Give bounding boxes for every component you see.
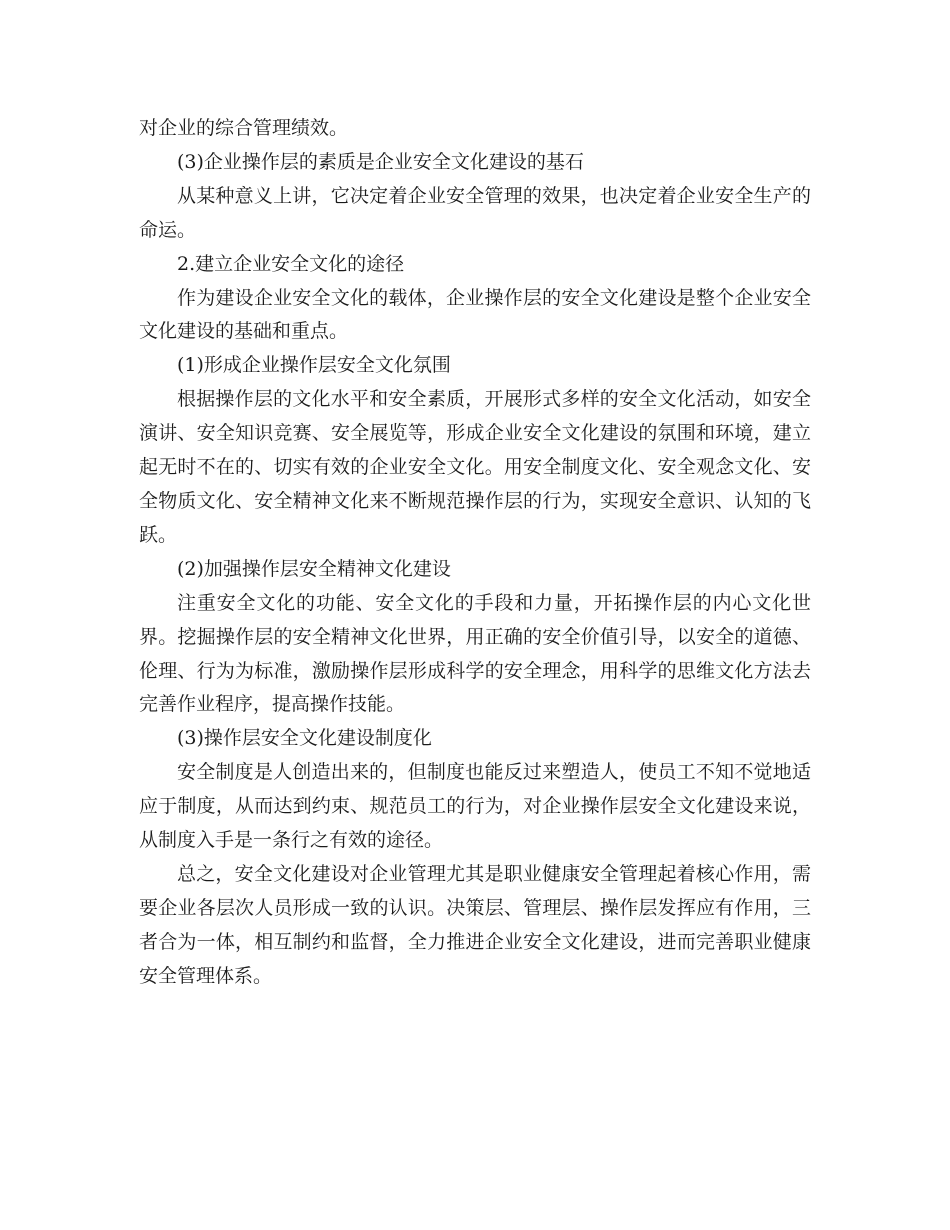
subheading-institutionalization: (3)操作层安全文化建设制度化 <box>177 727 432 750</box>
paragraph-body: 安全制度是人创造出来的，但制度也能反过来塑造人，使员工不知不觉地适应于制度，从而达到约束、规范员工的行为，对企业操作层安全文化建设来说，从制度入手是一条行之有效的途径。 <box>139 761 811 852</box>
section-heading-approach: 2.建立企业安全文化的途径 <box>177 252 405 275</box>
paragraph-body: 作为建设企业安全文化的载体，企业操作层的安全文化建设是整个企业安全文化建设的基础和重点。 <box>139 286 811 343</box>
paragraph-body: 从某种意义上讲，它决定着企业安全管理的效果，也决定着企业安全生产的命运。 <box>139 184 811 241</box>
paragraph-continuation: 对企业的综合管理绩效。 <box>139 117 349 139</box>
paragraph-body: 注重安全文化的功能、安全文化的手段和力量，开拓操作层的内心文化世界。挖掘操作层的安全精神文化世界，用正确的安全价值引导，以安全的道德、伦理、行为为标准，激励操作层形成科学的安全理念，用科学的思维文化方法去完善作业程序，提高操作技能。 <box>139 591 811 716</box>
subheading-spiritual-culture: (2)加强操作层安全精神文化建设 <box>177 557 451 580</box>
subheading-culture-atmosphere: (1)形成企业操作层安全文化氛围 <box>177 354 451 377</box>
paragraph-body: 根据操作层的文化水平和安全素质，开展形式多样的安全文化活动，如安全演讲、安全知识竞赛、安全展览等，形成企业安全文化建设的氛围和环境，建立起无时不在的、切实有效的企业安全文化。用安全制度文化、安全观念文化、安全物质文化、安全精神文化来不断规范操作层的行为，实现安全意识、认知的飞跃。 <box>139 388 811 546</box>
document-page <box>139 112 811 994</box>
subheading-operation-layer-quality: (3)企业操作层的素质是企业安全文化建设的基石 <box>177 150 584 173</box>
paragraph-conclusion: 总之，安全文化建设对企业管理尤其是职业健康安全管理起着核心作用，需要企业各层次人员形成一致的认识。决策层、管理层、操作层发挥应有作用，三者合为一体，相互制约和监督，全力推进企业安全文化建设，进而完善职业健康安全管理体系。 <box>139 862 811 987</box>
